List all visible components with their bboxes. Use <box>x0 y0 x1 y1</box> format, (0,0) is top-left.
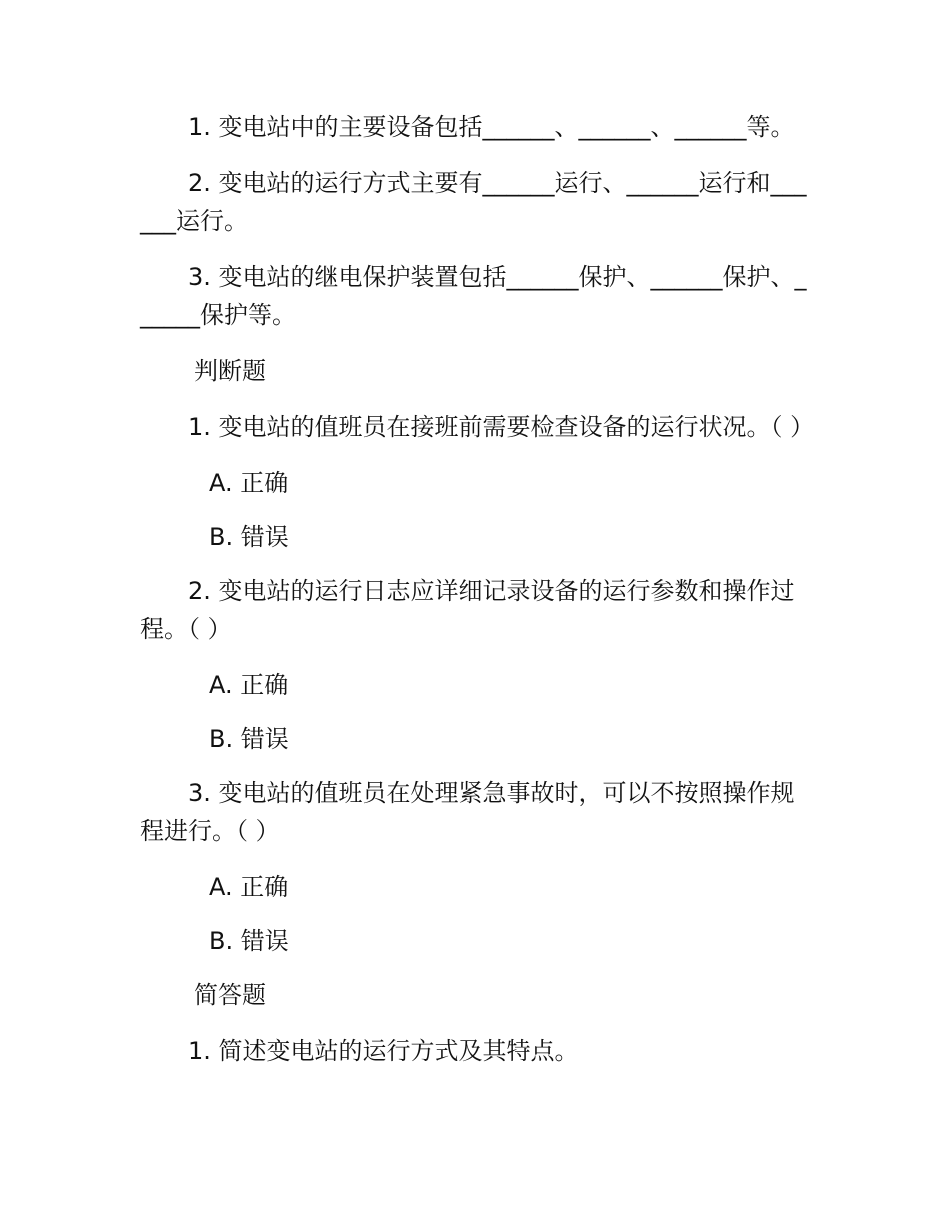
true-false-question-1: 1. 变电站的值班员在接班前需要检查设备的运行状况。（ ） <box>188 413 815 441</box>
true-false-question-2-option-a: A. 正确 <box>209 671 289 699</box>
true-false-question-3-option-b: B. 错误 <box>209 927 289 955</box>
document-body <box>140 108 815 1088</box>
true-false-question-2-option-b: B. 错误 <box>209 725 289 753</box>
fill-blank-question-1: 1. 变电站中的主要设备包括______、______、______等。 <box>188 113 795 141</box>
true-false-question-1-option-a: A. 正确 <box>209 469 289 497</box>
short-answer-section-heading: 简答题 <box>194 981 266 1009</box>
true-false-section-heading: 判断题 <box>194 357 266 385</box>
short-answer-question-1: 1. 简述变电站的运行方式及其特点。 <box>188 1037 579 1065</box>
true-false-question-3-option-a: A. 正确 <box>209 873 289 901</box>
true-false-question-2: 2. 变电站的运行日志应详细记录设备的运行参数和操作过程。（ ） <box>140 577 795 643</box>
fill-blank-question-3: 3. 变电站的继电保护装置包括______保护、______保护、______保护等。 <box>140 263 807 329</box>
true-false-question-3: 3. 变电站的值班员在处理紧急事故时，可以不按照操作规程进行。（ ） <box>140 779 795 845</box>
true-false-question-1-option-b: B. 错误 <box>209 523 289 551</box>
fill-blank-question-2: 2. 变电站的运行方式主要有______运行、______运行和______运行。 <box>140 169 807 235</box>
